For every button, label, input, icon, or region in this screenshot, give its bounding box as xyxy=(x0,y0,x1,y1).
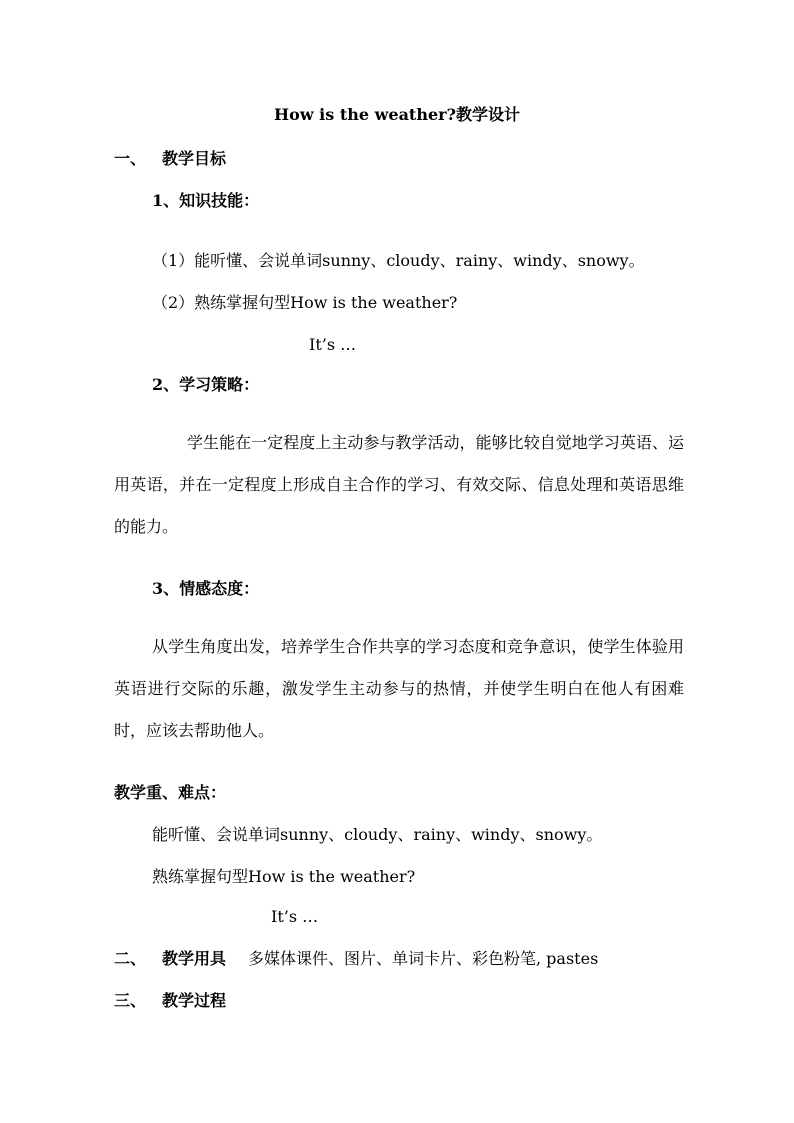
attitude-paragraph: 从学生角度出发，培养学生合作共享的学习态度和竞争意识，使学生体验用英语进行交际的乐趣，激发学生主动参与的热情，并使学生明白在他人有困难时，应该去帮助他人。 xyxy=(114,637,684,740)
section-2-heading: 教学用具 xyxy=(162,949,227,968)
knowledge-item-2: （2）熟练掌握句型How is the weather? xyxy=(152,293,458,312)
focus-item-2-continuation: It’s … xyxy=(271,907,319,926)
knowledge-item-1: （1）能听懂、会说单词sunny、cloudy、rainy、windy、snowy。 xyxy=(152,251,645,270)
focus-heading: 教学重、难点： xyxy=(114,783,227,802)
document-title: How is the weather?教学设计 xyxy=(274,105,520,124)
subsection-2-heading: 2、学习策略： xyxy=(152,375,260,394)
focus-item-1: 能听懂、会说单词sunny、cloudy、rainy、windy、snowy。 xyxy=(152,825,603,844)
learning-strategy-paragraph: 学生能在一定程度上主动参与教学活动，能够比较自觉地学习英语、运用英语，并在一定程度上形成自主合作的学习、有效交际、信息处理和英语思维的能力。 xyxy=(114,433,684,536)
section-3-heading: 教学过程 xyxy=(162,991,227,1010)
section-1-number: 一、 xyxy=(114,149,147,168)
section-2-number: 二、 xyxy=(114,949,147,968)
subsection-3-heading: 3、情感态度： xyxy=(152,579,260,598)
knowledge-item-2-continuation: It’s … xyxy=(309,335,357,354)
subsection-1-heading: 1、知识技能： xyxy=(152,191,260,210)
section-3-number: 三、 xyxy=(114,991,147,1010)
section-1-heading: 教学目标 xyxy=(162,149,227,168)
teaching-tools-text: 多媒体课件、图片、单词卡片、彩色粉笔, pastes xyxy=(248,949,599,968)
focus-item-2: 熟练掌握句型How is the weather? xyxy=(152,867,416,886)
